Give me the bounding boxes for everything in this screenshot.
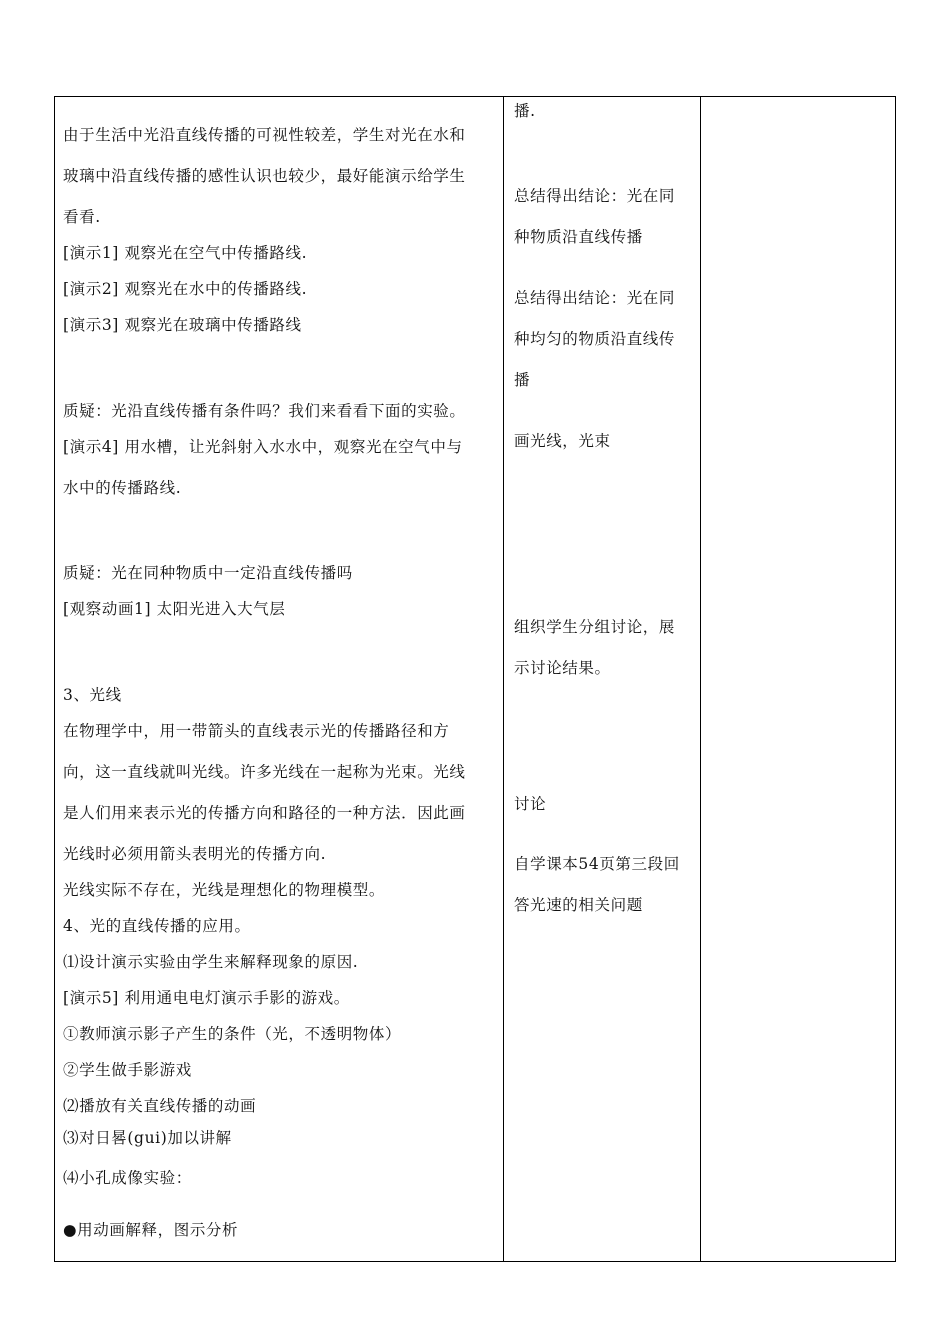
text-line: 4、光的直线传播的应用。 (63, 917, 251, 935)
text-line: 播 (514, 371, 531, 389)
text-line: 质疑：光沿直线传播有条件吗？我们来看看下面的实验。 (63, 402, 466, 420)
text-line: 总结得出结论：光在同 (514, 289, 676, 307)
text-line: ⑴设计演示实验由学生来解释现象的原因. (63, 953, 359, 971)
lesson-plan-table (54, 96, 896, 1262)
text-line: [演示5] 利用通电电灯演示手影的游戏。 (63, 989, 350, 1007)
text-line: 答光速的相关问题 (514, 896, 643, 914)
text-line: 讨论 (514, 795, 547, 813)
text-line: 自学课本54页第三段回 (514, 855, 680, 873)
text-line: ①教师演示影子产生的条件（光，不透明物体） (63, 1025, 402, 1043)
text-line: ●用动画解释，图示分析 (63, 1221, 239, 1239)
text-line: 3、光线 (63, 686, 122, 704)
column-divider-1 (503, 97, 504, 1261)
text-line: ②学生做手影游戏 (63, 1061, 192, 1079)
text-line: 向，这一直线就叫光线。许多光线在一起称为光束。光线 (63, 763, 466, 781)
text-line: 由于生活中光沿直线传播的可视性较差，学生对光在水和 (63, 126, 466, 144)
text-line: [演示2] 观察光在水中的传播路线. (63, 280, 308, 298)
text-line: 玻璃中沿直线传播的感性认识也较少，最好能演示给学生 (63, 167, 466, 185)
text-line: 光线时必须用箭头表明光的传播方向. (63, 845, 327, 863)
text-line: 在物理学中，用一带箭头的直线表示光的传播路径和方 (63, 722, 450, 740)
text-line: 水中的传播路线. (63, 479, 182, 497)
text-line: [演示4] 用水槽，让光斜射入水水中，观察光在空气中与 (63, 438, 463, 456)
text-line: 是人们用来表示光的传播方向和路径的一种方法．因此画 (63, 804, 466, 822)
text-line: 总结得出结论：光在同 (514, 187, 676, 205)
text-line: 示讨论结果。 (514, 659, 611, 677)
notes-column (701, 97, 895, 1261)
text-line: 播. (514, 102, 536, 120)
text-line: 光线实际不存在，光线是理想化的物理模型。 (63, 881, 386, 899)
text-line: 组织学生分组讨论，展 (514, 618, 676, 636)
text-line: [演示1] 观察光在空气中传播路线. (63, 244, 308, 262)
text-line: 质疑：光在同种物质中一定沿直线传播吗 (63, 564, 353, 582)
text-line: [演示3] 观察光在玻璃中传播路线 (63, 316, 302, 334)
text-line: [观察动画1] 太阳光进入大气层 (63, 600, 286, 618)
text-line: 种均匀的物质沿直线传 (514, 330, 676, 348)
text-line: ⑵播放有关直线传播的动画 (63, 1097, 257, 1115)
text-line: ⑶对日晷(gui)加以讲解 (63, 1129, 232, 1147)
text-line: 种物质沿直线传播 (514, 228, 643, 246)
text-line: 看看. (63, 208, 101, 226)
text-line: ⑷小孔成像实验： (63, 1169, 192, 1187)
text-line: 画光线，光束 (514, 432, 611, 450)
